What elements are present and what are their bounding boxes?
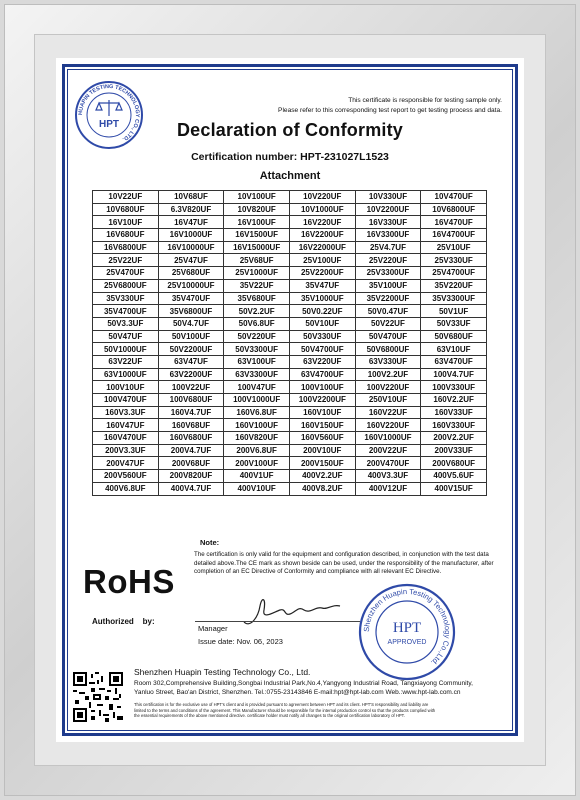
fine-line-3: the essential requirements of the above mentioned directive. certificate holder must notify all changes to the original certification laboratory of HPT.: [134, 713, 405, 719]
big-seal-logo: HPT: [392, 620, 422, 636]
table-cell: 50V2200UF: [158, 343, 224, 356]
fine-line-2: limited to the terms and conditions of the agreement. This Manufacturer should be responsible for the internal production control so that the products complied with: [134, 707, 436, 713]
table-cell: 16V3300UF: [355, 229, 421, 242]
table-row: [93, 305, 487, 318]
table-cell: 400V3.3UF: [355, 470, 421, 483]
table-cell: 50V22UF: [355, 317, 421, 330]
table-cell: 100V2200UF: [289, 394, 355, 407]
table-cell: 10V1000UF: [289, 203, 355, 216]
table-row: [93, 216, 487, 229]
table-cell: 50V100UF: [158, 330, 224, 343]
table-cell: 200V22UF: [355, 444, 421, 457]
company-name: Shenzhen Huapin Testing Technology Co., Ltd.: [134, 667, 311, 677]
table-cell: 10V220UF: [289, 191, 355, 204]
authorized-by-label: Authorized by:: [92, 617, 155, 626]
table-cell: 250V10UF: [355, 394, 421, 407]
table-cell: 160V4.7UF: [158, 406, 224, 419]
table-cell: 10V100UF: [224, 191, 290, 204]
table-cell: 50V1UF: [421, 305, 487, 318]
table-cell: 400V1UF: [224, 470, 290, 483]
table-cell: 200V820UF: [158, 470, 224, 483]
table-cell: 25V470UF: [93, 267, 159, 280]
table-cell: 63V1000UF: [93, 368, 159, 381]
table-cell: 50V470UF: [355, 330, 421, 343]
table-row: [93, 470, 487, 483]
table-cell: 200V33UF: [421, 444, 487, 457]
table-cell: 50V3.3UF: [93, 317, 159, 330]
table-cell: 16V470UF: [421, 216, 487, 229]
table-cell: 25V10000UF: [158, 279, 224, 292]
manager-title: Manager: [198, 624, 228, 633]
table-cell: 400V12UF: [355, 482, 421, 495]
table-cell: 200V150UF: [289, 457, 355, 470]
table-row: [93, 406, 487, 419]
table-cell: 16V1000UF: [158, 229, 224, 242]
table-cell: 200V47UF: [93, 457, 159, 470]
table-cell: 25V10UF: [421, 241, 487, 254]
table-cell: 160V47UF: [93, 419, 159, 432]
table-row: [93, 355, 487, 368]
table-cell: 50V0.22UF: [289, 305, 355, 318]
table-cell: 50V2.2UF: [224, 305, 290, 318]
table-cell: 200V6.8UF: [224, 444, 290, 457]
table-cell: 35V2200UF: [355, 292, 421, 305]
table-cell: 160V2.2UF: [421, 394, 487, 407]
table-cell: 160V3.3UF: [93, 406, 159, 419]
table-cell: 16V1500UF: [224, 229, 290, 242]
table-cell: 10V330UF: [355, 191, 421, 204]
table-row: [93, 343, 487, 356]
table-row: [93, 394, 487, 407]
table-row: [93, 432, 487, 445]
big-seal-label: APPROVED: [387, 639, 427, 646]
table-row: [93, 254, 487, 267]
table-cell: 160V10UF: [289, 406, 355, 419]
table-row: [93, 482, 487, 495]
table-cell: 50V4700UF: [289, 343, 355, 356]
table-cell: 35V47UF: [289, 279, 355, 292]
table-row: [93, 191, 487, 204]
table-row: [93, 444, 487, 457]
table-cell: 160V100UF: [224, 419, 290, 432]
top-seal-logo: HPT: [99, 119, 119, 130]
hpt-approved-seal: [357, 582, 457, 682]
table-cell: 50V680UF: [421, 330, 487, 343]
table-cell: 200V10UF: [289, 444, 355, 457]
table-cell: 63V100UF: [224, 355, 290, 368]
table-cell: 16V15000UF: [224, 241, 290, 254]
table-cell: 400V15UF: [421, 482, 487, 495]
table-cell: 10V22UF: [93, 191, 159, 204]
table-cell: 16V22000UF: [289, 241, 355, 254]
rohs-mark: RoHS: [83, 563, 175, 600]
table-cell: 160V680UF: [158, 432, 224, 445]
table-cell: 10V2200UF: [355, 203, 421, 216]
table-cell: 160V6.8UF: [224, 406, 290, 419]
product-model-table: [92, 190, 487, 496]
table-cell: 35V3300UF: [421, 292, 487, 305]
table-cell: 16V6800UF: [93, 241, 159, 254]
table-cell: 35V22UF: [224, 279, 290, 292]
table-cell: 160V22UF: [355, 406, 421, 419]
table-cell: 35V470UF: [158, 292, 224, 305]
table-cell: 100V680UF: [158, 394, 224, 407]
table-cell: 63V47UF: [158, 355, 224, 368]
table-cell: 100V47UF: [224, 381, 290, 394]
table-cell: 100V4.7UF: [421, 368, 487, 381]
qr-code: [73, 672, 123, 722]
table-cell: 63V2200UF: [158, 368, 224, 381]
note-line-1: This certificate is responsible for testing sample only.: [348, 97, 502, 104]
certification-number: Certification number: HPT-231027L1523: [191, 151, 389, 163]
table-cell: 200V680UF: [421, 457, 487, 470]
table-cell: 25V68UF: [224, 254, 290, 267]
table-cell: 100V22UF: [158, 381, 224, 394]
table-cell: 25V4.7UF: [355, 241, 421, 254]
attachment-heading: Attachment: [259, 170, 321, 182]
table-cell: 50V10UF: [289, 317, 355, 330]
table-cell: 160V330UF: [421, 419, 487, 432]
note-title: Note:: [200, 538, 220, 547]
table-cell: 63V22UF: [93, 355, 159, 368]
table-cell: 100V100UF: [289, 381, 355, 394]
table-cell: 16V10UF: [93, 216, 159, 229]
table-cell: 25V6800UF: [93, 279, 159, 292]
table-cell: 35V100UF: [355, 279, 421, 292]
table-cell: 25V330UF: [421, 254, 487, 267]
table-cell: 400V2.2UF: [289, 470, 355, 483]
table-cell: 16V680UF: [93, 229, 159, 242]
table-cell: 160V470UF: [93, 432, 159, 445]
table-cell: 35V330UF: [93, 292, 159, 305]
table-cell: 16V2200UF: [289, 229, 355, 242]
table-cell: 100V1000UF: [224, 394, 290, 407]
table-row: [93, 229, 487, 242]
table-cell: 25V22UF: [93, 254, 159, 267]
table-cell: 63V10UF: [421, 343, 487, 356]
table-cell: 16V4700UF: [421, 229, 487, 242]
document-title: Declaration of Conformity: [176, 120, 404, 140]
big-seal-ring-text: Shenzhen Huapin Testing Technology Co.,Ltd.: [361, 586, 453, 668]
manager-signature: [236, 588, 346, 628]
table-cell: 35V6800UF: [158, 305, 224, 318]
table-cell: 16V10000UF: [158, 241, 224, 254]
table-cell: 160V68UF: [158, 419, 224, 432]
scales-icon: [96, 100, 122, 116]
table-cell: 50V3300UF: [224, 343, 290, 356]
table-cell: 100V470UF: [93, 394, 159, 407]
fine-line-1: This certification is for the exclusive use of HPT's client and is provided pursuant to agreement between HPT and its client. HPT'S responsibility and liability are: [134, 702, 429, 707]
table-cell: 200V4.7UF: [158, 444, 224, 457]
table-cell: 50V33UF: [421, 317, 487, 330]
table-cell: 16V47UF: [158, 216, 224, 229]
table-cell: 63V470UF: [421, 355, 487, 368]
table-cell: 25V100UF: [289, 254, 355, 267]
table-cell: 63V330UF: [355, 355, 421, 368]
table-cell: 6.3V820UF: [158, 203, 224, 216]
table-cell: 25V2200UF: [289, 267, 355, 280]
table-cell: 100V2.2UF: [355, 368, 421, 381]
table-cell: 16V330UF: [355, 216, 421, 229]
top-seal-ring-text: HUAPIN TESTING TECHNOLOGY CO., LTD.: [77, 83, 141, 143]
table-cell: 16V220UF: [289, 216, 355, 229]
table-cell: 10V68UF: [158, 191, 224, 204]
table-cell: 63V220UF: [289, 355, 355, 368]
table-row: [93, 203, 487, 216]
table-cell: 63V4700UF: [289, 368, 355, 381]
table-cell: 50V47UF: [93, 330, 159, 343]
company-address: [134, 679, 504, 697]
table-cell: 10V680UF: [93, 203, 159, 216]
table-row: [93, 368, 487, 381]
table-cell: 50V330UF: [289, 330, 355, 343]
table-cell: 35V1000UF: [289, 292, 355, 305]
table-cell: 160V33UF: [421, 406, 487, 419]
table-row: [93, 241, 487, 254]
table-row: [93, 419, 487, 432]
table-cell: 35V680UF: [224, 292, 290, 305]
table-row: [93, 381, 487, 394]
table-cell: 160V820UF: [224, 432, 290, 445]
table-row: [93, 317, 487, 330]
table-cell: 100V220UF: [355, 381, 421, 394]
table-cell: 35V220UF: [421, 279, 487, 292]
table-cell: 200V100UF: [224, 457, 290, 470]
table-cell: 25V1000UF: [224, 267, 290, 280]
table-cell: 200V68UF: [158, 457, 224, 470]
table-cell: 50V1000UF: [93, 343, 159, 356]
table-cell: 25V680UF: [158, 267, 224, 280]
table-cell: 200V3.3UF: [93, 444, 159, 457]
fine-print: [134, 702, 504, 719]
table-cell: 10V820UF: [224, 203, 290, 216]
table-cell: 50V4.7UF: [158, 317, 224, 330]
table-cell: 200V470UF: [355, 457, 421, 470]
signature-line: [195, 621, 360, 622]
table-cell: 35V4700UF: [93, 305, 159, 318]
table-cell: 100V10UF: [93, 381, 159, 394]
table-row: [93, 267, 487, 280]
address-line-2: Yanluo Street, Bao'an District, Shenzhen. Tel.:0755-23143846 E-mail:hpt@hpt-lab.com Web.:www.hpt-lab.com.cn: [134, 689, 461, 696]
table-cell: 400V4.7UF: [158, 482, 224, 495]
table-cell: 50V6.8UF: [224, 317, 290, 330]
table-cell: 160V1000UF: [355, 432, 421, 445]
table-cell: 25V4700UF: [421, 267, 487, 280]
table-row: [93, 457, 487, 470]
table-cell: 160V220UF: [355, 419, 421, 432]
table-cell: 200V2.2UF: [421, 432, 487, 445]
note-body: The certification is only valid for the equipment and configuration described, in conjunction with the test data detailed above.The CE mark as shown beside can be used, under the responsibility of the manufacturer, after completion of an EC Directive of Conformity and compliance with all relevant EC Directive.: [194, 551, 494, 576]
table-cell: 200V560UF: [93, 470, 159, 483]
table-cell: 400V5.6UF: [421, 470, 487, 483]
note-line-2: Please refer to this corresponding test report to get testing process and data.: [278, 107, 502, 114]
issue-date: Issue date: Nov. 06, 2023: [198, 637, 283, 646]
table-cell: 400V6.8UF: [93, 482, 159, 495]
table-row: [93, 279, 487, 292]
table-cell: 400V10UF: [224, 482, 290, 495]
table-cell: 16V100UF: [224, 216, 290, 229]
table-cell: 25V47UF: [158, 254, 224, 267]
table-cell: 25V220UF: [355, 254, 421, 267]
table-cell: 400V8.2UF: [289, 482, 355, 495]
table-cell: 50V6800UF: [355, 343, 421, 356]
table-cell: 50V0.47UF: [355, 305, 421, 318]
table-cell: 10V470UF: [421, 191, 487, 204]
table-cell: 25V3300UF: [355, 267, 421, 280]
table-row: [93, 330, 487, 343]
responsibility-note: [278, 96, 502, 116]
table-cell: 50V220UF: [224, 330, 290, 343]
table-cell: 160V560UF: [289, 432, 355, 445]
table-cell: 100V330UF: [421, 381, 487, 394]
table-row: [93, 292, 487, 305]
table-cell: 10V6800UF: [421, 203, 487, 216]
table-cell: 63V3300UF: [224, 368, 290, 381]
table-cell: 160V150UF: [289, 419, 355, 432]
address-line-1: Room 302,Comprehensive Building,Songbai Industrial Park,No.4,Yangyong Industrial Road, Tangxiayong Community,: [134, 680, 473, 687]
